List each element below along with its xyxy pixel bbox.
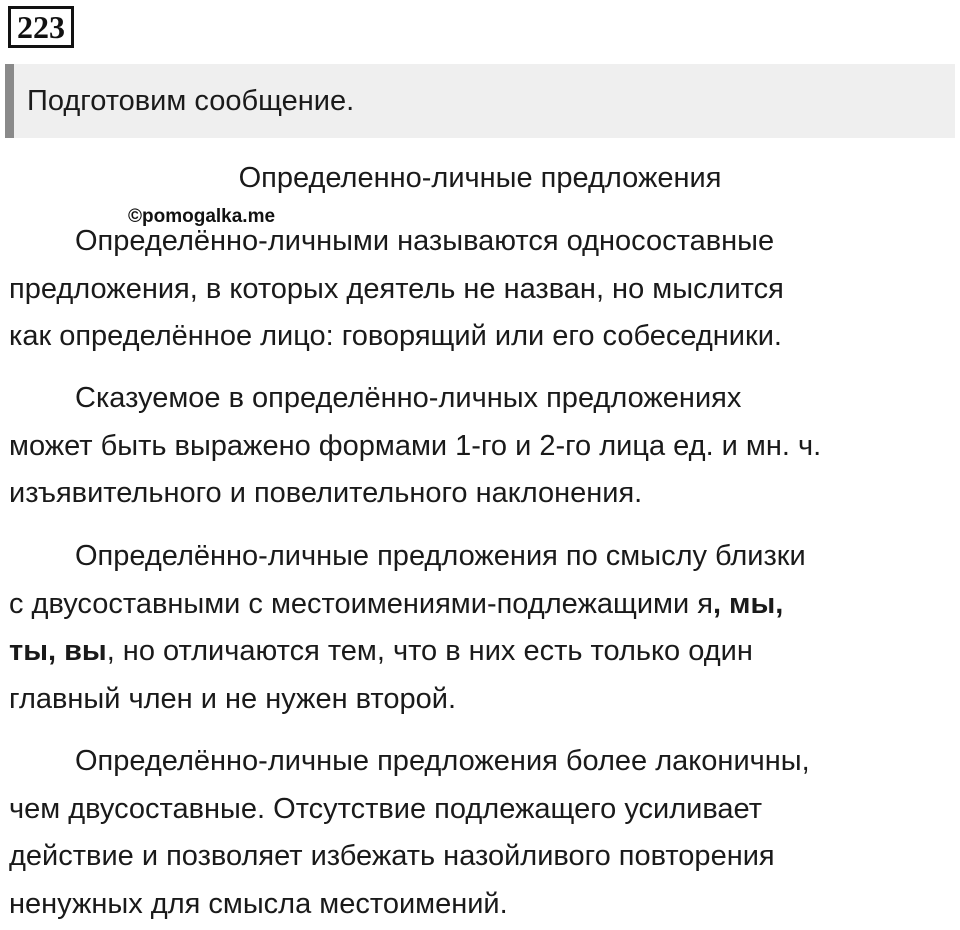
paragraph-line <box>9 581 954 629</box>
task-instruction-bar <box>5 64 955 138</box>
watermark: ©pomogalka.me <box>128 206 276 227</box>
paragraph-3 <box>9 533 954 723</box>
paragraph-text: с двусоставными с местоимениями-подлежащими я <box>9 587 713 620</box>
bold-pronouns: ты, вы <box>9 635 107 667</box>
document-title: Определенно-личные предложения <box>238 162 722 194</box>
paragraph-line: Определённо-личные предложения по смыслу близки <box>75 540 806 572</box>
paragraph-line: предложения, в которых деятель не назван, но мыслится <box>9 272 784 305</box>
paragraph-line: действие и позволяет избежать назойливого повторения <box>9 840 775 872</box>
paragraph-line: как определённое лицо: говорящий или его собеседники. <box>9 320 782 352</box>
paragraph-1 <box>9 218 954 361</box>
paragraph-line: Определённо-личными называются односоставные <box>75 225 775 257</box>
paragraph-text: , но отличаются тем, что в них есть только один <box>106 635 753 667</box>
paragraph-line: ненужных для смысла местоимений. <box>9 887 508 920</box>
paragraph-4 <box>9 738 954 928</box>
paragraph-line: Определённо-личные предложения более лаконичны, <box>75 745 810 777</box>
paragraph-line <box>9 628 954 676</box>
paragraph-line: может быть выражено формами 1-го и 2-го лица ед. и мн. ч. <box>9 429 822 462</box>
bold-pronouns: , мы, <box>712 587 784 620</box>
task-instruction-text: Подготовим сообщение. <box>27 85 355 117</box>
task-number-badge: 223 <box>8 6 74 48</box>
paragraph-2 <box>9 375 954 518</box>
paragraph-line: Сказуемое в определённо-личных предложениях <box>75 382 742 414</box>
paragraph-line: изъявительного и повелительного наклонения. <box>9 477 643 509</box>
paragraph-line: чем двусоставные. Отсутствие подлежащего усиливает <box>9 792 762 825</box>
paragraph-line: главный член и не нужен второй. <box>9 682 457 715</box>
